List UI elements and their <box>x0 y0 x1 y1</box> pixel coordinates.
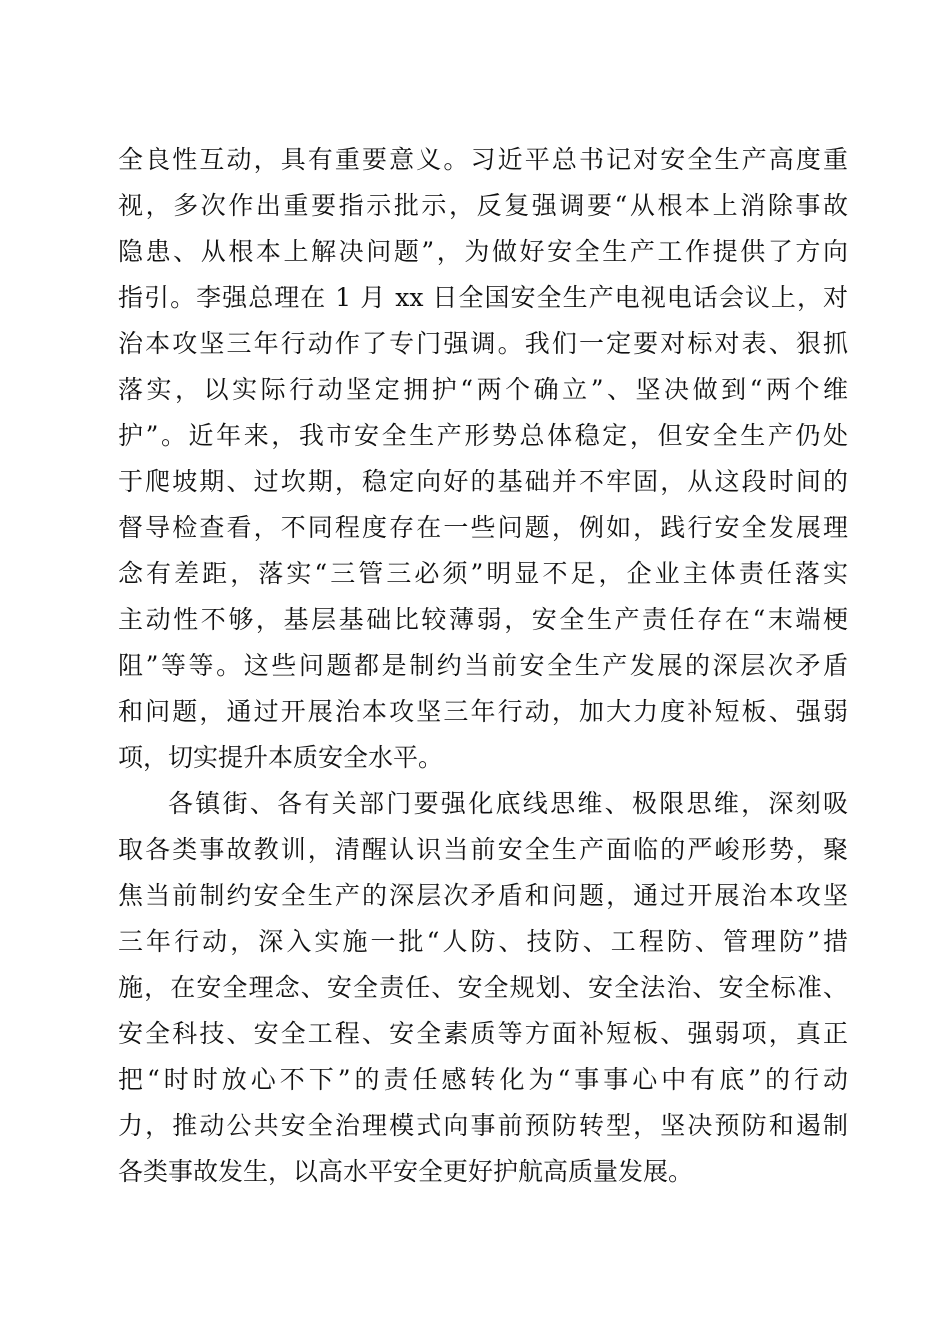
paragraph-2-line-7: 把“时时放心不下”的责任感转化为“事事心中有底”的行动 <box>118 1065 848 1094</box>
paragraph-1-line-4: 指引。李强总理在 1 月 xx 日全国安全生产电视电话会议上，对 <box>118 283 848 312</box>
paragraph-2-line-2: 取各类事故教训，清醒认识当前安全生产面临的严峻形势，聚 <box>118 835 848 864</box>
paragraph-2-line-9: 各类事故发生，以高水平安全更好护航高质量发展。 <box>118 1157 694 1186</box>
paragraph-1-line-11: 主动性不够，基层基础比较薄弱，安全生产责任存在“末端梗 <box>118 605 848 634</box>
paragraph-2-line-3: 焦当前制约安全生产的深层次矛盾和问题，通过开展治本攻坚 <box>118 881 848 910</box>
paragraph-2-line-4: 三年行动，深入实施一批“人防、技防、工程防、管理防”措 <box>118 927 848 956</box>
paragraph-1-line-1: 全良性互动，具有重要意义。习近平总书记对安全生产高度重 <box>118 145 848 174</box>
paragraph-1-line-9: 督导检查看，不同程度存在一些问题，例如，践行安全发展理 <box>118 513 848 542</box>
paragraph-1-line-3: 隐患、从根本上解决问题”，为做好安全生产工作提供了方向 <box>118 237 848 266</box>
paragraph-1-line-8: 于爬坡期、过坎期，稳定向好的基础并不牢固，从这段时间的 <box>118 467 848 496</box>
paragraph-2-line-5: 施，在安全理念、安全责任、安全规划、安全法治、安全标准、 <box>118 973 848 1002</box>
paragraph-1-line-6: 落实，以实际行动坚定拥护“两个确立”、坚决做到“两个维 <box>118 375 848 404</box>
paragraph-1-line-13: 和问题，通过开展治本攻坚三年行动，加大力度补短板、强弱 <box>118 697 848 726</box>
paragraph-1-line-5: 治本攻坚三年行动作了专门强调。我们一定要对标对表、狠抓 <box>118 329 848 358</box>
paragraph-2-line-1: 各镇街、各有关部门要强化底线思维、极限思维，深刻吸 <box>168 789 848 818</box>
paragraph-1-line-10: 念有差距，落实“三管三必须”明显不足，企业主体责任落实 <box>118 559 848 588</box>
paragraph-1-line-7: 护”。近年来，我市安全生产形势总体稳定，但安全生产仍处 <box>118 421 848 450</box>
paragraph-2-line-8: 力，推动公共安全治理模式向事前预防转型，坚决预防和遏制 <box>118 1111 848 1140</box>
paragraph-1-line-2: 视，多次作出重要指示批示，反复强调要“从根本上消除事故 <box>118 191 848 220</box>
paragraph-1-line-12: 阻”等等。这些问题都是制约当前安全生产发展的深层次矛盾 <box>118 651 848 680</box>
paragraph-2-line-6: 安全科技、安全工程、安全素质等方面补短板、强弱项，真正 <box>118 1019 848 1048</box>
paragraph-1-line-14: 项，切实提升本质安全水平。 <box>118 743 444 772</box>
